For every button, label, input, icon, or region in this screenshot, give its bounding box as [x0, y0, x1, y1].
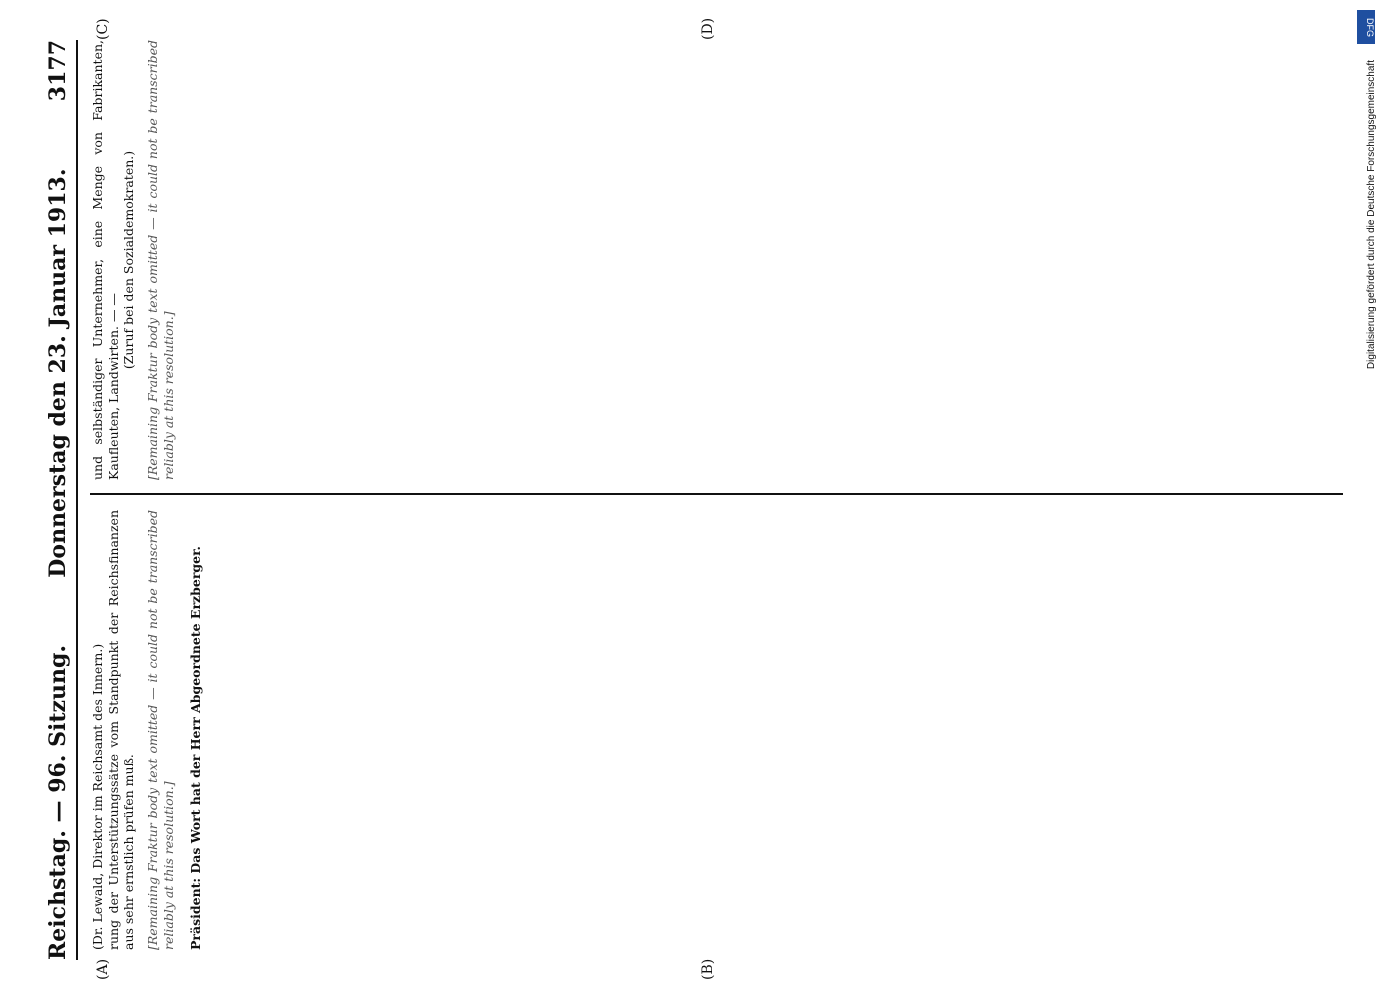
omission-note-right: [Remaining Fraktur body text omitted — it could not be transcribed reliably at this resolution.] [144, 40, 176, 480]
margin-marker-d: (D) [700, 17, 716, 40]
right-opening-excerpt: und selbständiger Unternehmer, eine Menge von Fabrikanten, Kaufleuten, Landwirten. — — [90, 40, 121, 480]
president-line: Präsident: Das Wort hat der Herr Abgeordnete Erzberger. [188, 546, 204, 950]
page-header [40, 40, 78, 960]
speaker-attribution: (Dr. Lewald, Direktor im Reichsamt des Innern.) [90, 643, 105, 950]
right-column [90, 40, 1343, 480]
header-date: Donnerstag den 23. Januar 1913. [45, 168, 71, 578]
page-number: 3177 [45, 40, 71, 102]
margin-marker-b: (B) [700, 958, 716, 980]
left-column [90, 510, 1343, 950]
header-session: Reichstag. — 96. Sitzung. [45, 644, 71, 960]
omission-note-left: [Remaining Fraktur body text omitted — it could not be transcribed reliably at this resolution.] [144, 510, 176, 950]
interjection: (Zuruf bei den Sozialdemokraten.) [121, 150, 137, 370]
digitization-credit: Digitalisierung gefördert durch die Deutsche Forschungsgemeinschaft [1366, 60, 1377, 370]
column-divider [90, 493, 1343, 495]
left-opening-excerpt: rung der Unterstützungssätze vom Standpunkt der Reichsfinanzen aus sehr ernstlich prüfen muß. [105, 510, 137, 950]
dfg-stamp: DFG [1357, 10, 1375, 44]
margin-marker-c: (C) [95, 18, 111, 40]
margin-marker-a: (A) [95, 958, 111, 980]
